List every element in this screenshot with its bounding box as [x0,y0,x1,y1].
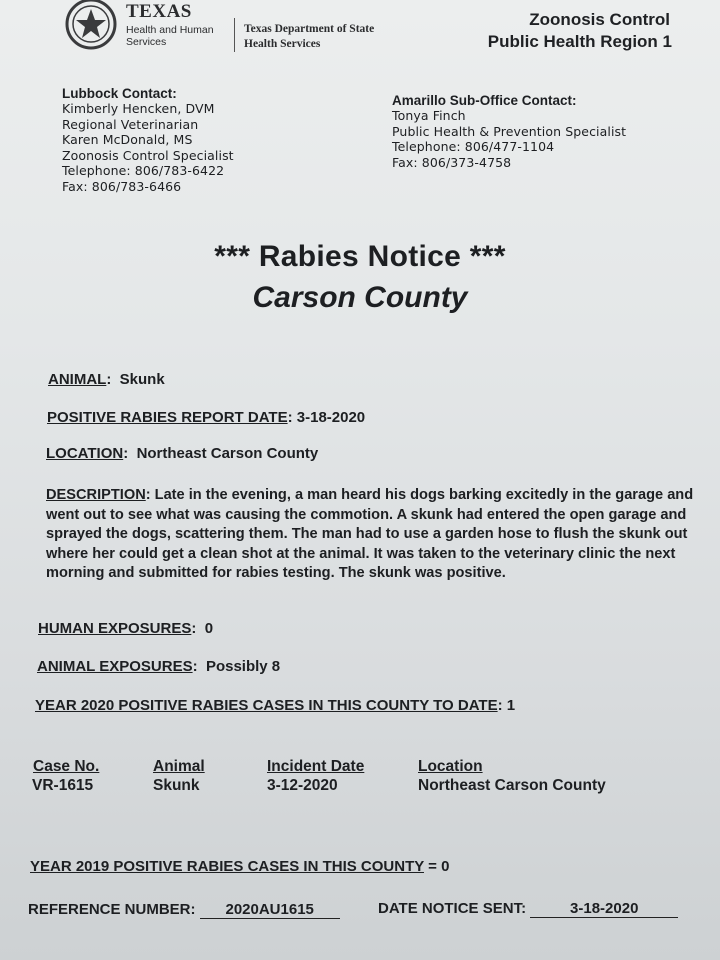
logo-texas: TEXAS [126,1,192,22]
location-label: LOCATION [46,445,124,462]
lubbock-heading: Lubbock Contact: [62,86,177,101]
lubbock-line: Fax: 806/783-6466 [62,178,182,194]
description-field: DESCRIPTION: Late in the evening, a man heard his dogs barking excitedly in the garage and went out to see what was causing the commotion. A skunk had entered the open garage and sprayed the dogs, scattering them. The man had to use a garden hose to flush the skunk out where her could get a clean shot at the animal. It was taken to the veterinary clinic the next morning and submitted for rabies testing. The skunk was positive. [46,487,694,581]
notice-title: *** Rabies Notice *** [214,240,506,273]
year2019-field: YEAR 2019 POSITIVE RABIES CASES IN THIS COUNTY = 0 [30,858,450,875]
lubbock-line: Zoonosis Control Specialist [62,147,234,163]
report-date-value: 3-18-2020 [296,409,366,426]
logo-divider [234,18,235,52]
program-region: Public Health Region 1 [487,32,672,51]
description-value: Late in the evening, a man heard his dogs barking excitedly in the garage and went out to see what was causing the commotion. A skunk had entered the open garage and sprayed the dogs, scattering them. The man had to use a garden hose to flush the skunk out where her could get a clean shot at the animal. It was taken to the veterinary clinic the next morning and submitted for rabies testing. The skunk was positive. [46,487,694,581]
amarillo-line: Public Health & Prevention Specialist [392,123,627,139]
animal-exposures-field: ANIMAL EXPOSURES: Possibly 8 [37,658,281,675]
logo-dshs-line1: Texas Department of State [244,23,375,35]
description-label: DESCRIPTION [46,487,146,503]
year2019-value: 0 [441,858,450,875]
year2020-value: 1 [506,697,516,714]
logo-hhs-line2: Services [126,36,167,48]
location-value: Northeast Carson County [136,445,319,462]
notice-county: Carson County [252,281,468,314]
year2020-field: YEAR 2020 POSITIVE RABIES CASES IN THIS COUNTY TO DATE: 1 [35,697,516,714]
texas-star-seal-icon [60,0,120,56]
col-header-case-no: Case No. [33,758,100,775]
logo-hhs-line1: Health and Human [126,24,214,36]
amarillo-line: Tonya Finch [392,108,466,123]
reference-value: 2020AU1615 [200,901,340,919]
lubbock-line: Telephone: 806/783-6422 [62,163,225,178]
reference-label: REFERENCE NUMBER: [28,901,196,918]
logo-dshs-line2: Health Services [244,38,321,50]
date-sent-field [378,900,678,918]
human-exposures-label: HUMAN EXPOSURES [38,620,192,637]
col-header-location: Location [418,758,483,775]
date-sent-label: DATE NOTICE SENT: [378,900,527,917]
animal-label: ANIMAL [48,371,107,388]
program-name: Zoonosis Control [529,10,670,29]
animal-exposures-value: Possibly 8 [205,658,281,675]
case-cell: Skunk [153,777,200,794]
lubbock-line: Kimberly Hencken, DVM [62,101,215,116]
year2019-label: YEAR 2019 POSITIVE RABIES CASES IN THIS COUNTY [30,858,424,875]
year2020-label: YEAR 2020 POSITIVE RABIES CASES IN THIS COUNTY TO DATE [35,697,498,714]
case-cell: Northeast Carson County [418,777,606,794]
lubbock-contact [62,86,234,194]
animal-field: ANIMAL: Skunk [48,371,165,388]
amarillo-line: Telephone: 806/477-1104 [392,139,555,154]
lubbock-line: Regional Veterinarian [62,116,199,132]
animal-exposures-label: ANIMAL EXPOSURES [37,658,193,675]
human-exposures-value: 0 [204,620,214,637]
logo-hhs [126,24,226,48]
reference-field [28,901,340,919]
amarillo-heading: Amarillo Sub-Office Contact: [392,93,577,108]
lubbock-line: Karen McDonald, MS [62,132,193,147]
case-cell: VR-1615 [32,777,94,794]
human-exposures-field: HUMAN EXPOSURES: 0 [38,620,214,637]
location-field: LOCATION: Northeast Carson County [46,445,319,462]
case-cell: 3-12-2020 [267,777,338,794]
amarillo-line: Fax: 806/373-4758 [392,154,512,170]
animal-value: Skunk [119,371,165,388]
report-date-field: POSITIVE RABIES REPORT DATE: 3-18-2020 [47,409,366,426]
report-date-label: POSITIVE RABIES REPORT DATE [47,409,288,426]
col-header-incident-date: Incident Date [267,758,365,775]
col-header-animal: Animal [153,758,205,775]
logo-dshs [244,22,404,52]
amarillo-contact [392,93,626,170]
date-sent-value: 3-18-2020 [530,900,678,918]
